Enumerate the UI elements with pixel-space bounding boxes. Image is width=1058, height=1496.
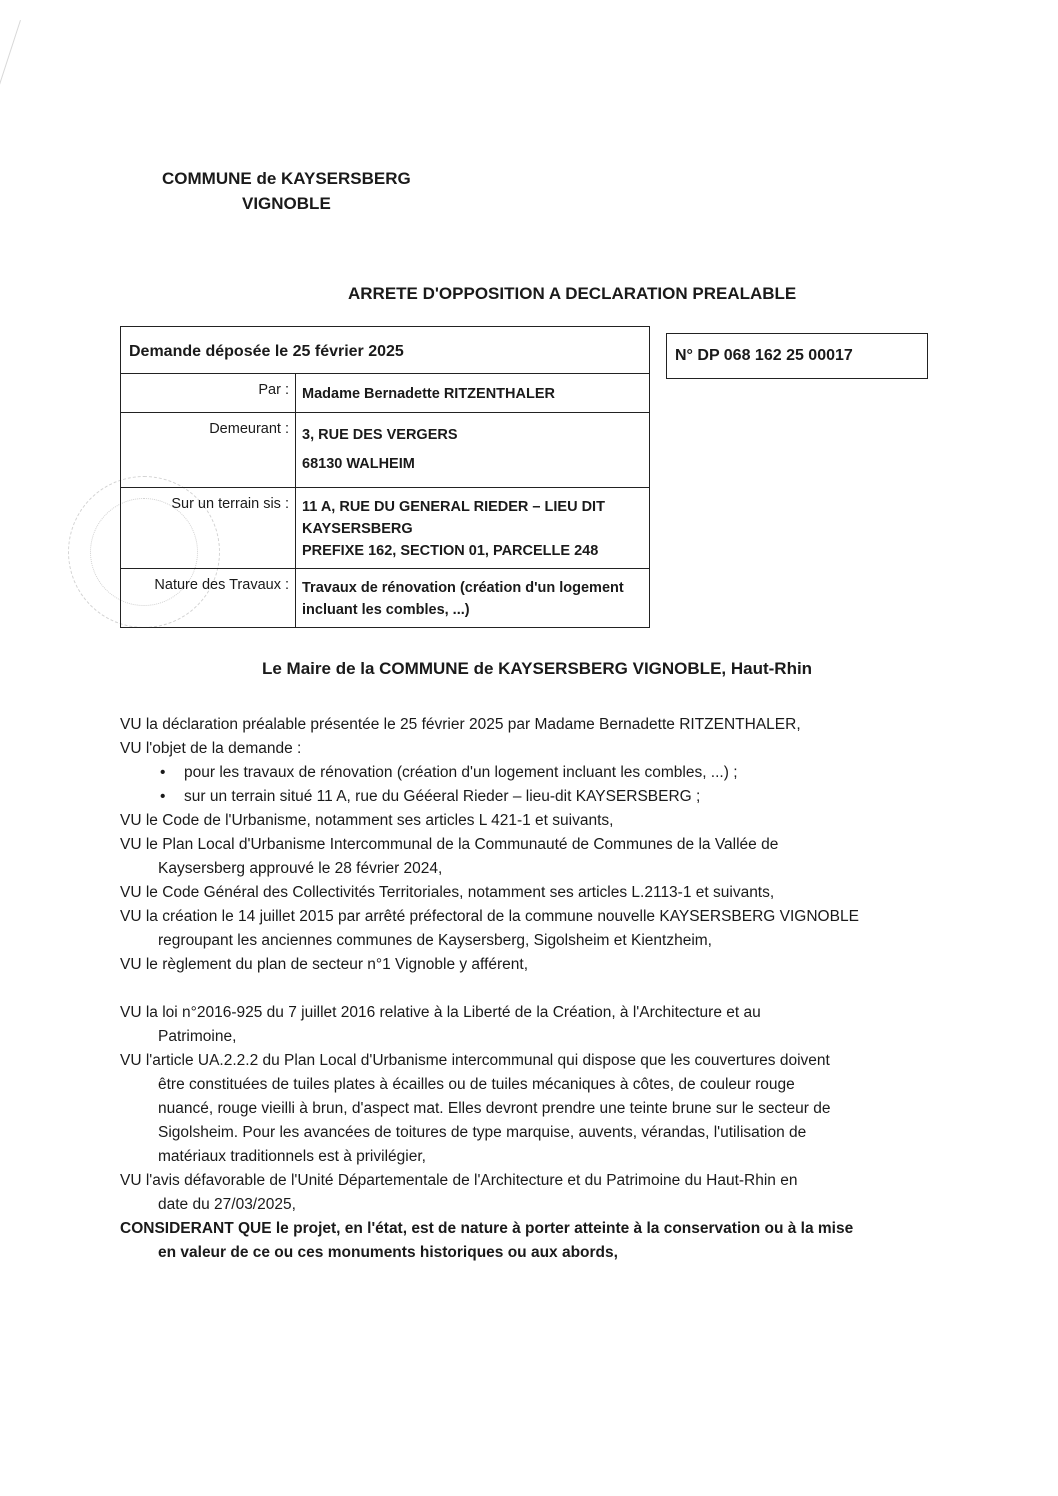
row-value-line: PREFIXE 162, SECTION 01, PARCELLE 248	[302, 543, 599, 559]
commune-header	[162, 166, 411, 216]
row-label: Nature des Travaux :	[121, 569, 296, 628]
table-row	[121, 374, 650, 413]
row-value-line: 3, RUE DES VERGERS	[302, 427, 458, 443]
row-label: Demeurant :	[121, 413, 296, 488]
spacer	[120, 977, 924, 1001]
scan-artifact	[0, 20, 21, 163]
table-row	[121, 488, 650, 569]
maire-heading: Le Maire de la COMMUNE de KAYSERSBERG VIGNOBLE, Haut-Rhin	[262, 659, 813, 678]
land-location	[296, 488, 650, 569]
list-item: • pour les travaux de rénovation (création d'un logement incluant les combles, ...) ;	[120, 761, 924, 785]
dp-number-box: N° DP 068 162 25 00017	[666, 333, 928, 379]
vu-line: VU la création le 14 juillet 2015 par arrêté préfectoral de la commune nouvelle KAYSERSBERG VIGNOBLE	[120, 908, 859, 925]
vu-line: VU l'objet de la demande :	[120, 740, 302, 757]
commune-line-1: COMMUNE de KAYSERSBERG	[162, 169, 411, 188]
vu-line: VU l'article UA.2.2.2 du Plan Local d'Urbanisme intercommunal qui dispose que les couvertures doivent	[120, 1052, 830, 1069]
vu-line: VU la déclaration préalable présentée le 25 février 2025 par Madame Bernadette RITZENTHALER,	[120, 716, 801, 733]
row-value-line: incluant les combles, ...)	[302, 602, 470, 618]
vu-line-cont: regroupant les anciennes communes de Kaysersberg, Sigolsheim et Kientzheim,	[158, 932, 712, 949]
vu-line-cont: Patrimoine,	[158, 1028, 237, 1045]
vu-line-cont: matériaux traditionnels est à privilégier,	[158, 1148, 426, 1165]
applicant-address	[296, 413, 650, 488]
request-filed-date: Demande déposée le 25 février 2025	[121, 327, 650, 374]
vu-line: VU le règlement du plan de secteur n°1 Vignoble y afférent,	[120, 956, 529, 973]
considerant-line: CONSIDERANT QUE le projet, en l'état, est de nature à porter atteinte à la conservation ou à la mise	[120, 1220, 854, 1237]
vu-line: VU l'avis défavorable de l'Unité Départementale de l'Architecture et du Patrimoine du Haut-Rhin en	[120, 1172, 798, 1189]
row-value-line: 68130 WALHEIM	[302, 456, 415, 472]
row-value-line: KAYSERSBERG	[302, 521, 413, 537]
vu-line-cont: être constituées de tuiles plates à écailles ou de tuiles mécaniques à côtes, de couleur rouge	[158, 1076, 795, 1093]
vu-line: VU le Code Général des Collectivités Territoriales, notamment ses articles L.2113-1 et suivants,	[120, 884, 775, 901]
list-item: • sur un terrain situé 11 A, rue du Gééeral Rieder – lieu-dit KAYSERSBERG ;	[120, 785, 924, 809]
vu-line: VU le Plan Local d'Urbanisme Intercommunal de la Communauté de Communes de la Vallée de	[120, 836, 779, 853]
table-row	[121, 327, 650, 374]
applicant-name	[296, 374, 650, 413]
works-nature	[296, 569, 650, 628]
vu-line-cont: Kaysersberg approuvé le 28 février 2024,	[158, 860, 443, 877]
vu-line-cont: Sigolsheim. Pour les avancées de toitures de type marquise, auvents, vérandas, l'utilisation de	[158, 1124, 807, 1141]
row-value-line: 11 A, RUE DU GENERAL RIEDER – LIEU DIT	[302, 499, 605, 515]
table-row	[121, 413, 650, 488]
row-value-line: Travaux de rénovation (création d'un logement	[302, 580, 624, 596]
vu-line: VU la loi n°2016-925 du 7 juillet 2016 relative à la Liberté de la Création, à l'Architecture et au	[120, 1004, 761, 1021]
request-info-table	[120, 326, 650, 628]
vu-section	[120, 713, 924, 1265]
row-value-line: Madame Bernadette RITZENTHALER	[302, 386, 555, 402]
row-label: Par :	[121, 374, 296, 413]
row-label: Sur un terrain sis :	[121, 488, 296, 569]
table-row	[121, 569, 650, 628]
vu-line: VU le Code de l'Urbanisme, notamment ses articles L 421-1 et suivants,	[120, 812, 614, 829]
commune-line-2: VIGNOBLE	[242, 194, 331, 213]
vu-line-cont: date du 27/03/2025,	[158, 1196, 296, 1213]
document-title: ARRETE D'OPPOSITION A DECLARATION PREALABLE	[348, 284, 797, 303]
considerant-line-cont: en valeur de ce ou ces monuments historiques ou aux abords,	[158, 1244, 618, 1261]
vu-line-cont: nuancé, rouge vieilli à brun, d'aspect mat. Elles devront prendre une teinte brune sur le secteur de	[158, 1100, 831, 1117]
